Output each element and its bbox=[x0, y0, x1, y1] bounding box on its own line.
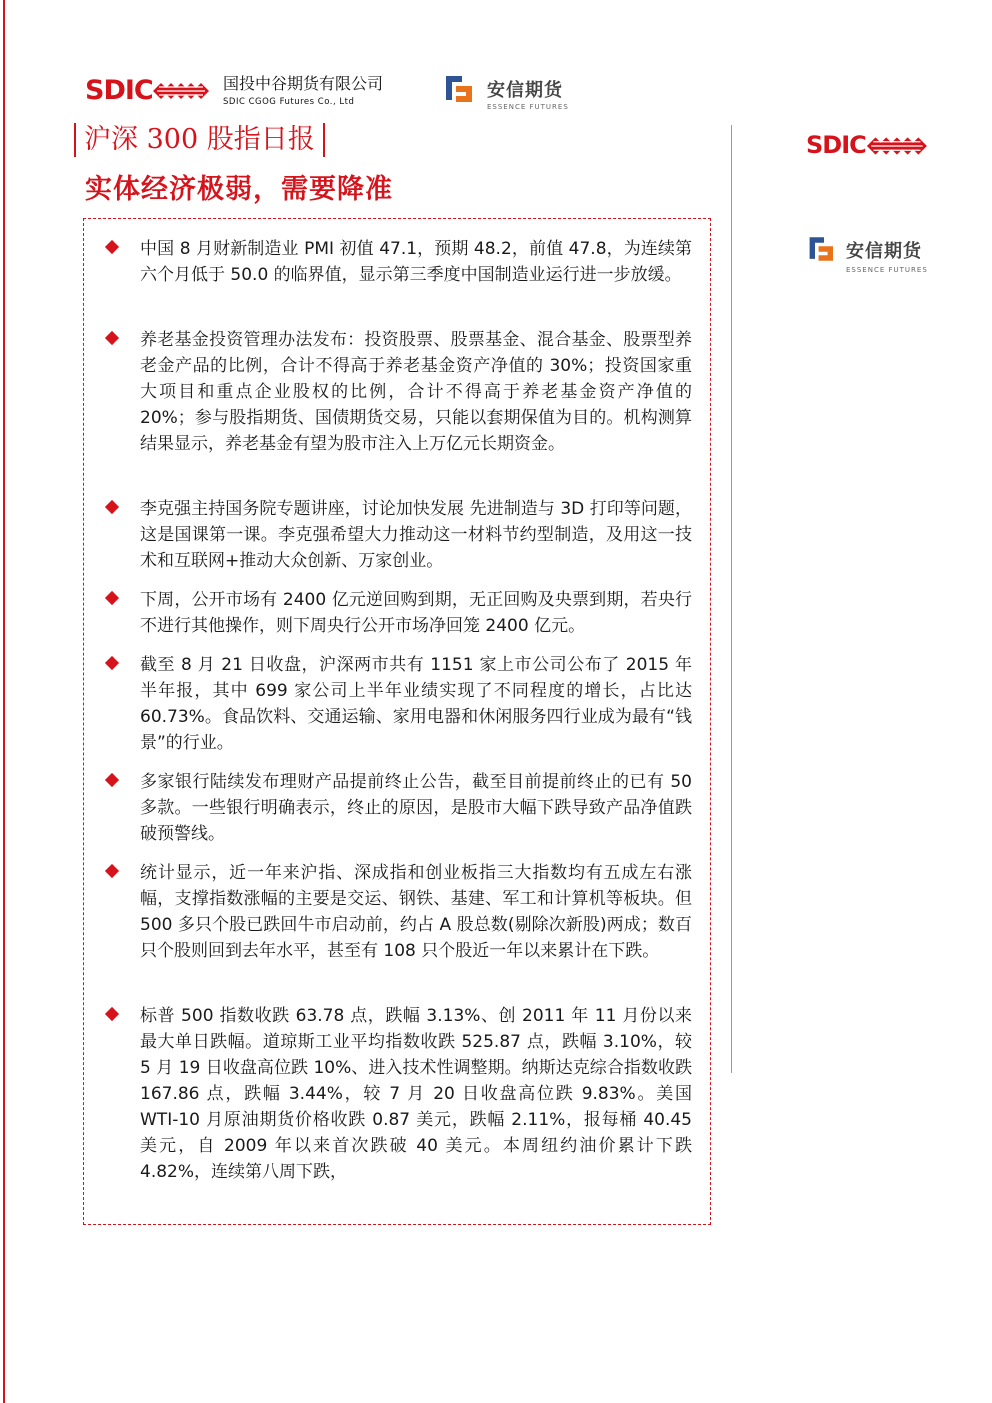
page-header bbox=[85, 72, 605, 112]
bullet-text: 下周，公开市场有 2400 亿元逆回购到期，无正回购及央票到期，若央行不进行其他操作，则下周央行公开市场净回笼 2400 亿元。 bbox=[140, 590, 692, 636]
company-name-cn: 国投中谷期货有限公司 bbox=[223, 74, 384, 93]
headline: 实体经济极弱，需要降准 bbox=[85, 174, 393, 205]
page-left-rule bbox=[3, 0, 5, 1403]
sidebar-sdic-logo-text: SDIC bbox=[806, 131, 866, 159]
bullet-text: 李克强主持国务院专题讲座，讨论加快发展 先进制造与 3D 打印等问题，这是国课第一课。李克强希望大力推动这一材料节约型制造，及用这一技术和互联网+推动大众创新、万家创业。 bbox=[140, 499, 692, 571]
sdic-logo-icon bbox=[153, 77, 211, 105]
bullet-text: 中国 8 月财新制造业 PMI 初值 47.1，预期 48.2，前值 47.8，为连续第六个月低于 50.0 的临界值，显示第三季度中国制造业运行进一步放缓。 bbox=[140, 239, 692, 285]
report-title-text: 沪深 300 股指日报 bbox=[84, 124, 315, 155]
bullet-text: 统计显示，近一年来沪指、深成指和创业板指三大指数均有五成左右涨幅，支撑指数涨幅的主要是交运、钢铁、基建、军工和计算机等板块。但 500 多只个股已跌回牛市启动前，约占 A 股总数(剔除次新股)两成；数百只个股则回到去年水平，甚至有 108 只个股近一年以来累计在下跌。 bbox=[140, 863, 692, 961]
sidebar-partner-name-en: ESSENCE FUTURES bbox=[846, 266, 928, 274]
sidebar-partner-name-cn: 安信期货 bbox=[846, 241, 922, 262]
bullet-text: 多家银行陆续发布理财产品提前终止公告，截至目前提前终止的已有 50 多款。一些银行明确表示，终止的原因，是股市大幅下跌导致产品净值跌破预警线。 bbox=[140, 772, 692, 844]
sidebar-sdic-logo bbox=[806, 129, 936, 163]
title-right-bar bbox=[323, 123, 325, 157]
sdic-logo-icon bbox=[866, 131, 930, 161]
essence-logo-icon bbox=[806, 232, 842, 266]
bullet-text: 标普 500 指数收跌 63.78 点，跌幅 3.13%、创 2011 年 11 月份以来最大单日跌幅。道琼斯工业平均指数收跌 525.87 点，跌幅 3.10%，较 5 月 19 日收盘高位跌 10%、进入技术性调整期。纳斯达克综合指数收跌 167.86 点，跌幅 3.44%，较 7 月 20 日收盘高位跌 9.83%。美国 WTI-10 月原油期货价格收跌 0.87 美元，跌幅 2.11%，报每桶 40.45 美元，自 2009 年以来首次跌破 40 美元。本周纽约油价累计下跌 4.82%，连续第八周下跌， bbox=[140, 1006, 692, 1182]
bullet-text: 养老基金投资管理办法发布：投资股票、股票基金、混合基金、股票型养老金产品的比例，合计不得高于养老基金资产净值的 30%；投资国家重大项目和重点企业股权的比例，合计不得高于养老基金资产净值的 20%；参与股指期货、国债期货交易，只能以套期保值为目的。机构测算结果显示，养老基金有望为股市注入上万亿元长期资金。 bbox=[140, 330, 692, 454]
sidebar-essence-logo bbox=[806, 232, 936, 276]
sidebar-divider bbox=[731, 125, 732, 1073]
essence-logo-icon bbox=[442, 72, 482, 106]
partner-name-en: ESSENCE FUTURES bbox=[487, 103, 569, 111]
partner-name-cn: 安信期货 bbox=[487, 80, 563, 101]
company-name-en: SDIC CGOG Futures Co., Ltd bbox=[223, 97, 355, 107]
bullet-text: 截至 8 月 21 日收盘，沪深两市共有 1151 家上市公司公布了 2015 年半年报，其中 699 家公司上半年业绩实现了不同程度的增长，占比达 60.73%。食品饮料、交通运输、家用电器和休闲服务四行业成为最有“钱景”的行业。 bbox=[140, 655, 692, 753]
report-title bbox=[74, 120, 325, 160]
sdic-logo-text: SDIC bbox=[85, 75, 153, 106]
